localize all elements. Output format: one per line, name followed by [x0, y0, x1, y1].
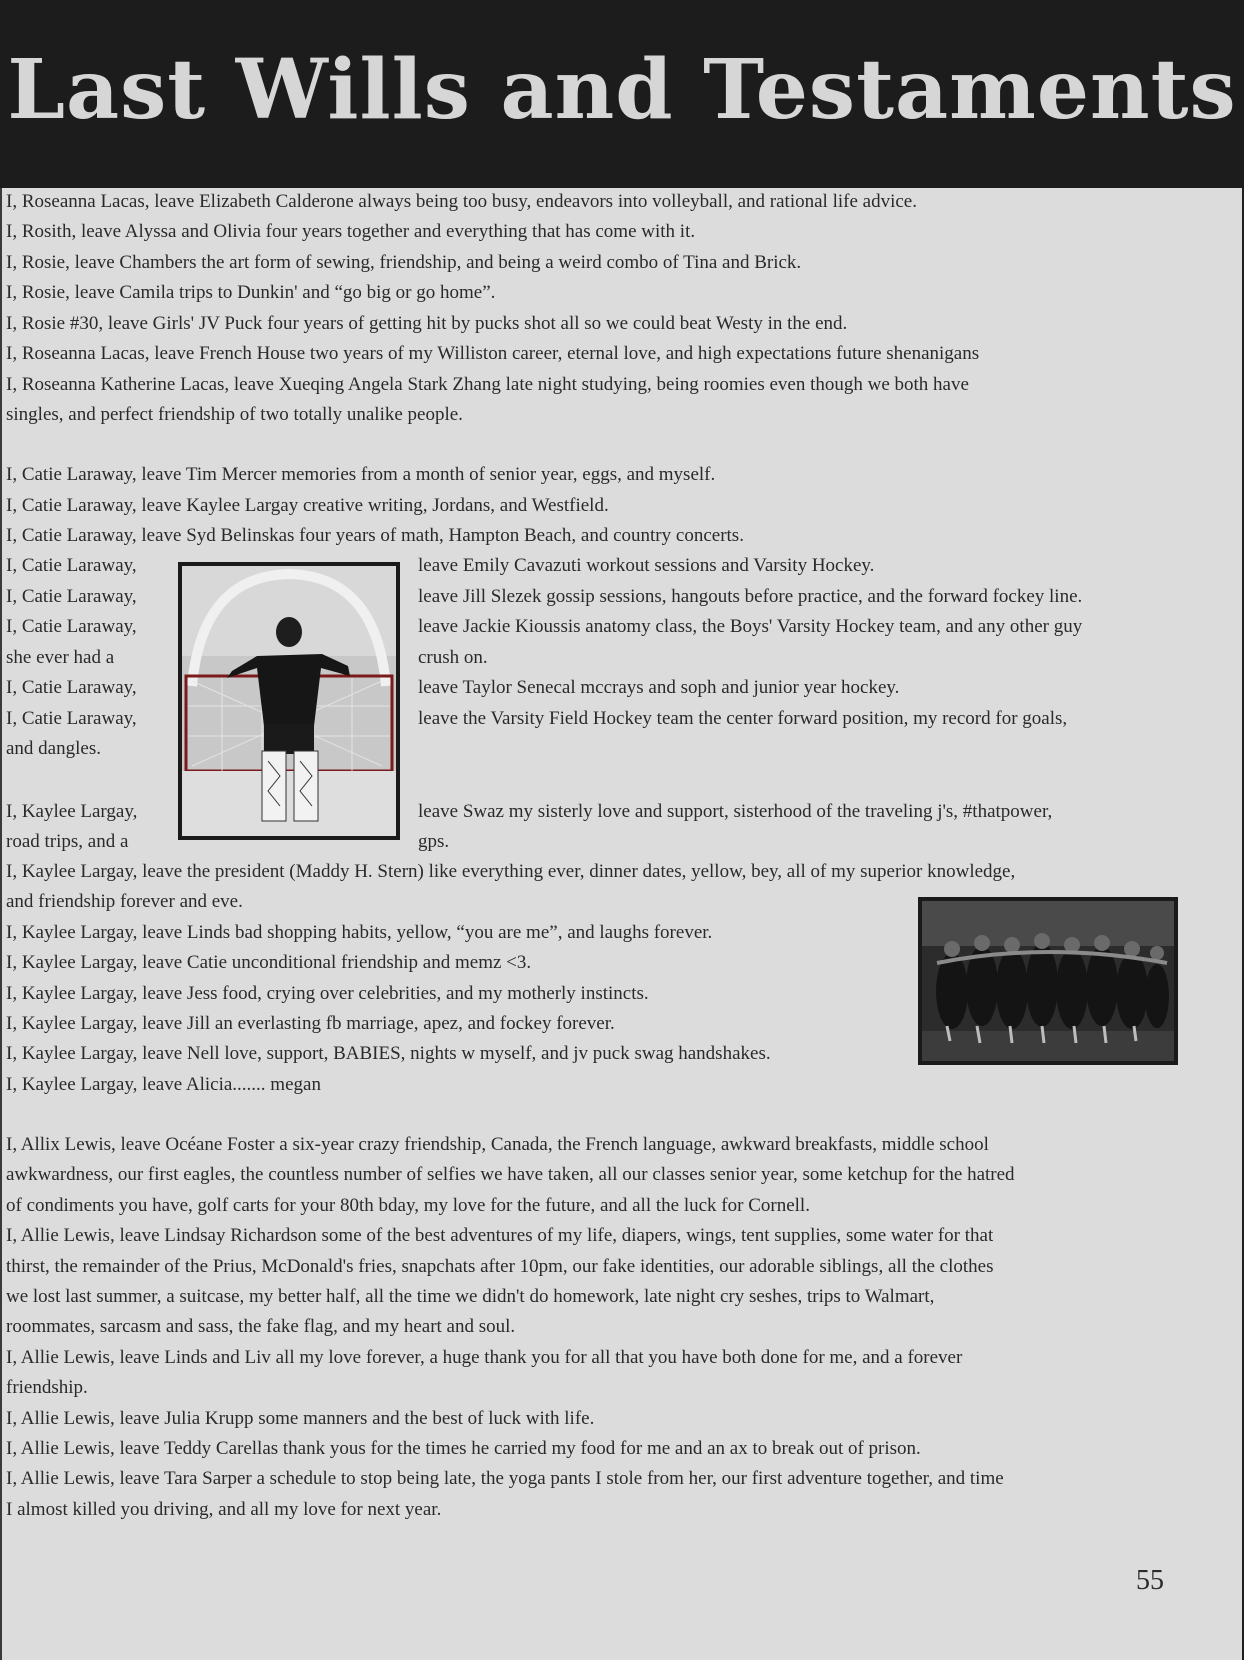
page-title: Last Wills and Testaments — [7, 42, 1237, 138]
text-line: I, Catie Laraway, — [6, 708, 137, 729]
text-line: we lost last summer, a suitcase, my better half, all the time we didn't do homework, late night cry seshes, trips to Walmart, — [6, 1286, 935, 1307]
text-line: I, Kaylee Largay, leave Nell love, support, BABIES, nights w myself, and jv puck swag handshakes. — [6, 1043, 771, 1064]
text-line: she ever had a — [6, 647, 115, 668]
text-line: of condiments you have, golf carts for your 80th bday, my love for the future, and all the luck for Cornell. — [6, 1195, 810, 1216]
text-line: leave Jill Slezek gossip sessions, hangouts before practice, and the forward fockey line. — [418, 586, 1083, 607]
text-line: singles, and perfect friendship of two totally unalike people. — [6, 404, 463, 425]
text-line: leave the Varsity Field Hockey team the center forward position, my record for goals, — [418, 708, 1068, 729]
text-line: I, Catie Laraway, — [6, 555, 137, 576]
text-line: I, Catie Laraway, — [6, 616, 137, 637]
goalie-photo-illustration — [182, 566, 396, 836]
text-line: awkwardness, our first eagles, the countless number of selfies we have taken, all our classes senior year, some ketchup for the hatred — [6, 1164, 1015, 1185]
team-huddle-photo — [918, 897, 1178, 1065]
text-line: I, Kaylee Largay, — [6, 801, 138, 822]
text-line: I, Catie Laraway, leave Kaylee Largay creative writing, Jordans, and Westfield. — [6, 495, 609, 516]
text-line: I, Roseanna Lacas, leave French House two years of my Williston career, eternal love, and high expectations future shenanigans — [6, 343, 980, 364]
text-line: I, Allix Lewis, leave Océane Foster a six-year crazy friendship, Canada, the French language, awkward breakfasts, middle school — [6, 1134, 989, 1155]
text-line: I, Catie Laraway, — [6, 586, 137, 607]
text-line: I almost killed you driving, and all my love for next year. — [6, 1499, 442, 1520]
text-line: I, Allie Lewis, leave Teddy Carellas thank yous for the times he carried my food for me and an ax to break out of prison. — [6, 1438, 921, 1459]
text-line: I, Catie Laraway, leave Tim Mercer memories from a month of senior year, eggs, and myself. — [6, 464, 716, 485]
text-line: I, Roseanna Lacas, leave Elizabeth Calderone always being too busy, endeavors into volleyball, and rational life advice. — [6, 191, 917, 212]
text-line: leave Jackie Kioussis anatomy class, the Boys' Varsity Hockey team, and any other guy — [418, 616, 1083, 637]
header-banner — [0, 0, 1244, 188]
text-line: I, Catie Laraway, — [6, 677, 137, 698]
text-line: I, Kaylee Largay, leave Jill an everlasting fb marriage, apez, and fockey forever. — [6, 1013, 615, 1034]
team-huddle-illustration — [922, 901, 1174, 1061]
text-line: I, Allie Lewis, leave Tara Sarper a schedule to stop being late, the yoga pants I stole from her, our first adventure together, and time — [6, 1468, 1004, 1489]
text-line: I, Rosie #30, leave Girls' JV Puck four years of getting hit by pucks shot all so we could beat Westy in the end. — [6, 313, 848, 334]
text-line: I, Rosie, leave Chambers the art form of sewing, friendship, and being a weird combo of Tina and Brick. — [6, 252, 802, 273]
text-line: I, Allie Lewis, leave Lindsay Richardson some of the best adventures of my life, diapers, wings, tent supplies, some water for that — [6, 1225, 994, 1246]
page-number: 55 — [1136, 1565, 1164, 1596]
text-line: crush on. — [418, 647, 488, 668]
text-line: and friendship forever and eve. — [6, 891, 243, 912]
text-line: friendship. — [6, 1377, 88, 1398]
text-line: road trips, and a — [6, 831, 129, 852]
text-line: roommates, sarcasm and sass, the fake flag, and my heart and soul. — [6, 1316, 516, 1337]
text-line: I, Kaylee Largay, leave Alicia....... megan — [6, 1074, 321, 1095]
text-line: and dangles. — [6, 738, 101, 759]
text-line: leave Taylor Senecal mccrays and soph and junior year hockey. — [418, 677, 900, 698]
text-line: I, Roseanna Katherine Lacas, leave Xueqing Angela Stark Zhang late night studying, being roomies even though we both have — [6, 374, 969, 395]
text-line: I, Catie Laraway, leave Syd Belinskas four years of math, Hampton Beach, and country concerts. — [6, 525, 744, 546]
text-line: I, Allie Lewis, leave Linds and Liv all my love forever, a huge thank you for all that you have both done for me, and a forever — [6, 1347, 963, 1368]
text-line: leave Emily Cavazuti workout sessions and Varsity Hockey. — [418, 555, 875, 576]
text-line: thirst, the remainder of the Prius, McDonald's fries, snapchats after 10pm, our fake identities, our adorable siblings, all the clothes — [6, 1256, 994, 1277]
text-line: leave Swaz my sisterly love and support, sisterhood of the traveling j's, #thatpower, — [418, 801, 1053, 822]
text-line: I, Allie Lewis, leave Julia Krupp some manners and the best of luck with life. — [6, 1408, 595, 1429]
text-line: I, Rosie, leave Camila trips to Dunkin' and “go big or go home”. — [6, 282, 496, 303]
text-line: I, Kaylee Largay, leave the president (Maddy H. Stern) like everything ever, dinner dates, yellow, bey, all of my superior knowledge, — [6, 861, 1016, 882]
text-line: I, Rosith, leave Alyssa and Olivia four years together and everything that has come with it. — [6, 221, 696, 242]
goalie-photo — [178, 562, 400, 840]
text-line: I, Kaylee Largay, leave Jess food, crying over celebrities, and my motherly instincts. — [6, 983, 649, 1004]
text-line: I, Kaylee Largay, leave Catie unconditional friendship and memz <3. — [6, 952, 532, 973]
text-line: I, Kaylee Largay, leave Linds bad shopping habits, yellow, “you are me”, and laughs forever. — [6, 922, 713, 943]
text-line: gps. — [418, 831, 450, 852]
